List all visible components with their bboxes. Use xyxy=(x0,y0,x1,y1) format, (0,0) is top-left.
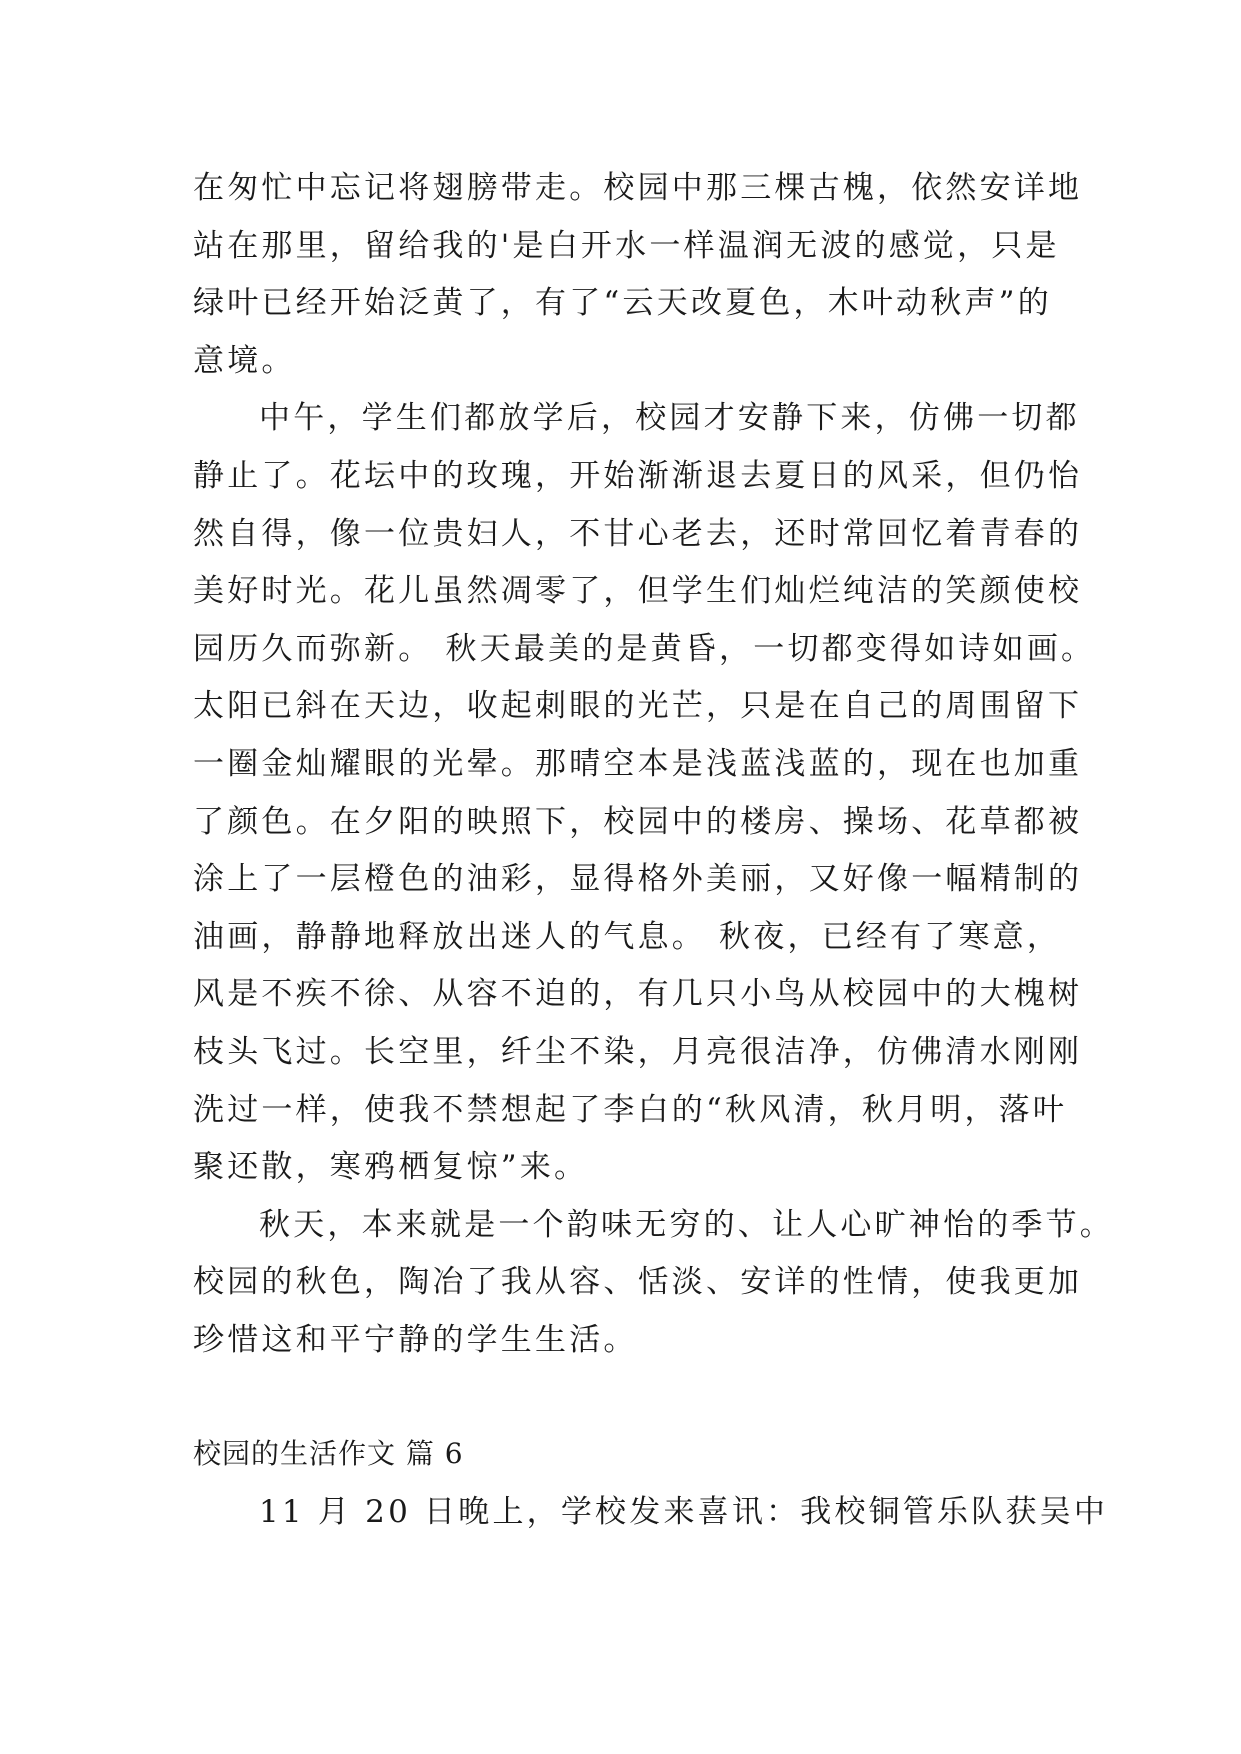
paragraph-line: 中午，学生们都放学后，校园才安静下来，仿佛一切都 xyxy=(259,400,1080,436)
section-title: 校园的生活作文 篇 6 xyxy=(193,1437,464,1470)
paragraph-line: 一圈金灿耀眼的光晕。那晴空本是浅蓝浅蓝的，现在也加重 xyxy=(193,746,1083,782)
paragraph-line: 美好时光。花儿虽然凋零了，但学生们灿烂纯洁的笑颜使校 xyxy=(193,573,1083,609)
paragraph-line: 风是不疾不徐、从容不迫的，有几只小鸟从校园中的大槐树 xyxy=(193,976,1083,1012)
paragraph-line: 枝头飞过。长空里，纤尘不染，月亮很洁净，仿佛清水刚刚 xyxy=(193,1034,1083,1070)
paragraph-line: 洗过一样，使我不禁想起了李白的“秋风清，秋月明，落叶 xyxy=(193,1092,1068,1128)
paragraph-line: 校园的秋色，陶冶了我从容、恬淡、安详的性情，使我更加 xyxy=(193,1264,1083,1300)
paragraph-line: 然自得，像一位贵妇人，不甘心老去，还时常回忆着青春的 xyxy=(193,516,1083,552)
paragraph-line: 珍惜这和平宁静的学生生活。 xyxy=(193,1322,638,1358)
paragraph-line: 绿叶已经开始泛黄了，有了“云天改夏色，木叶动秋声”的 xyxy=(193,285,1052,321)
paragraph-line: 油画，静静地释放出迷人的气息。 秋夜，已经有了寒意， xyxy=(193,919,1062,955)
paragraph-line: 意境。 xyxy=(193,343,296,379)
paragraph-line: 站在那里，留给我的'是白开水一样温润无波的感觉，只是 xyxy=(193,228,1060,264)
paragraph-line: 静止了。花坛中的玫瑰，开始渐渐退去夏日的风采，但仍怡 xyxy=(193,458,1083,494)
paragraph-line: 了颜色。在夕阳的映照下，校园中的楼房、操场、花草都被 xyxy=(193,804,1083,840)
paragraph-line: 园历久而弥新。 秋天最美的是黄昏，一切都变得如诗如画。 xyxy=(193,631,1096,667)
paragraph-line: 11 月 20 日晚上，学校发来喜讯：我校铜管乐队获吴中 xyxy=(259,1494,1109,1530)
paragraph-line: 聚还散，寒鸦栖复惊”来。 xyxy=(193,1149,589,1185)
paragraph-line: 秋天，本来就是一个韵味无穷的、让人心旷神怡的季节。 xyxy=(259,1207,1114,1243)
paragraph-line: 涂上了一层橙色的油彩，显得格外美丽，又好像一幅精制的 xyxy=(193,861,1083,897)
paragraph-line: 太阳已斜在天边，收起刺眼的光芒，只是在自己的周围留下 xyxy=(193,688,1083,724)
paragraph-line: 在匆忙中忘记将翅膀带走。校园中那三棵古槐，依然安详地 xyxy=(193,170,1083,206)
